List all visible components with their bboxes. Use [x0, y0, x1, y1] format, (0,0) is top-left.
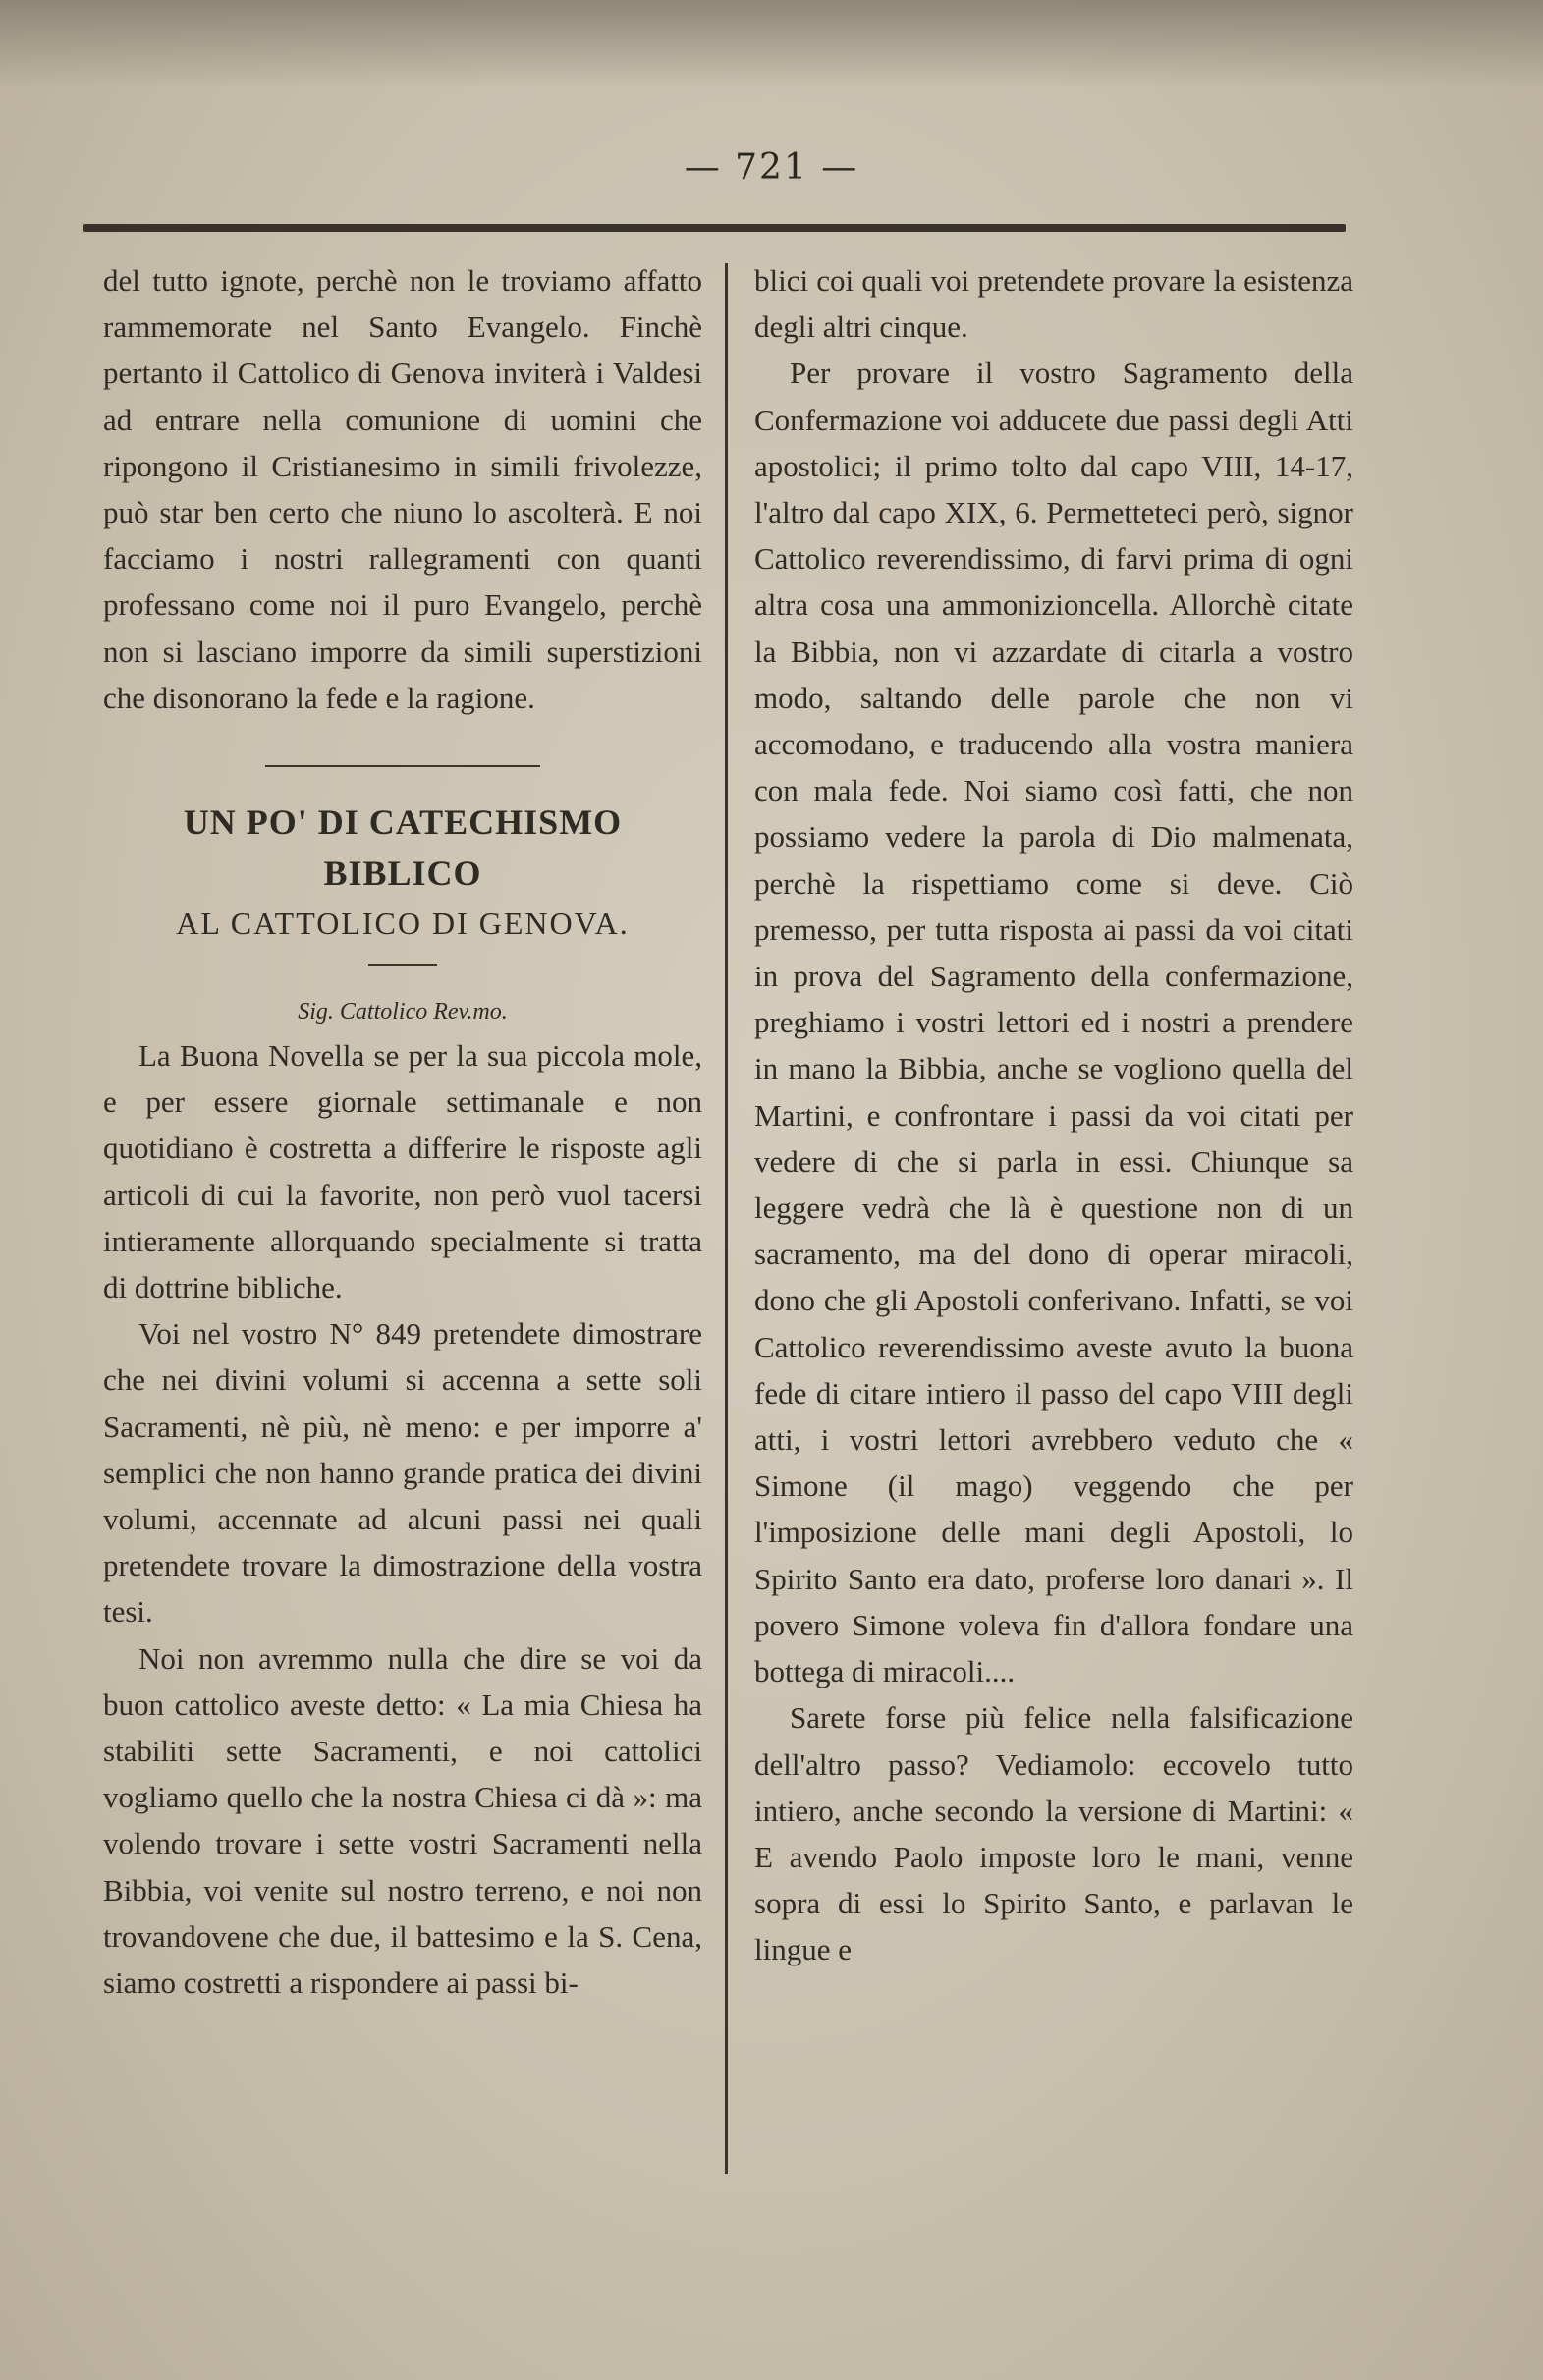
- continuation-text: blici coi quali voi pretendete provare la esistenza degli altri cinque.: [754, 263, 1353, 345]
- paragraph: Noi non avremmo nulla che dire se voi da buon cattolico aveste detto: « La mia Chiesa ha stabiliti sette Sacramenti, e noi cattolici vogliamo quello che la nostra Chiesa ci dà »: ma volendo trovare i sette vostri Sacramenti nella Bibbia, voi venite sul nostro terreno, e noi non trovandovene che due, il battesimo e la S. Cena, siamo costretti a rispondere ai passi bi-: [103, 1640, 702, 2001]
- page-number: — 721 —: [684, 147, 859, 188]
- section-divider: [265, 765, 540, 767]
- left-column: [103, 257, 702, 2006]
- paragraph: Per provare il vostro Sagramento della Confermazione voi adducete due passi degli Atti apostolici; il primo tolto dal capo VIII, 14-17, l'altro dal capo XIX, 6. Permetteteci però, signor Cattolico reverendissimo, di farvi prima di ogni altra cosa una ammonizioncella. Allorchè citate la Bibbia, non vi azzardate di citarla a vostro modo, saltando delle parole che non vi accomodano, e traducendo alla vostra maniera con mala fede. Noi siamo così fatti, che non possiamo vedere la parola di Dio malmenata, perchè la rispettiamo come si deve. Ciò premesso, per tutta risposta ai passi da voi citati in prova del Sagramento della confermazione, preghiamo i vostri lettori ed i nostri a prendere in mano la Bibbia, anche se vogliono quella del Martini, e confrontare i passi da voi citati per vedere di che si parla in essi. Chiunque sa leggere vedrà che là è questione non di un sacramento, ma del dono di operar miracoli, dono che gli Apostoli conferivano. Infatti, se voi Cattolico reverendissimo aveste avuto la buona fede di citare intiero il passo del capo VIII degli atti, i vostri lettori avrebbero veduto che « Simone (il mago) veggendo che per l'imposizione delle mani degli Apostoli, lo Spirito Santo era dato, proferse loro danari ». Il povero Simone voleva fin d'allora fondare una bottega di miracoli....: [754, 356, 1353, 1689]
- page-top-shadow: [0, 0, 1543, 88]
- paragraph: Sarete forse più felice nella falsificazione dell'altro passo? Vediamolo: eccovelo tutto intiero, anche secondo la versione di Martini: « E avendo Paolo imposte loro le mani, venne sopra di essi lo Spirito Santo, e parlavan le lingue e: [754, 1700, 1353, 1967]
- paragraph: La Buona Novella se per la sua piccola mole, e per essere giornale settimanale e non quotidiano è costretta a differire le risposte agli articoli di cui la favorite, non però vuol tacersi intieramente allorquando specialmente si tratta di dottrine bibliche.: [103, 1038, 702, 1305]
- column-divider: [725, 263, 728, 2174]
- title-divider: [368, 964, 437, 966]
- article-title: UN PO' DI CATECHISMO BIBLICO: [183, 803, 623, 894]
- continuation-text: del tutto ignote, perchè non le troviamo affatto rammemorate nel Santo Evangelo. Finchè pertanto il Cattolico di Genova inviterà i Valdesi ad entrare nella comunione di uomini che ripongono il Cristianesimo in simili frivolezze, può star ben certo che niuno lo ascolterà. E noi facciamo i nostri rallegramenti con quanti professano come noi il puro Evangelo, perchè non si lasciano imporre da simili superstizioni che disonorano la fede e la ragione.: [103, 263, 702, 715]
- salutation: Sig. Cattolico Rev.mo.: [298, 999, 508, 1025]
- paragraph: Voi nel vostro N° 849 pretendete dimostrare che nei divini volumi si accenna a sette soli Sacramenti, nè più, nè meno: e per imporre a' semplici che non hanno grande pratica dei divini volumi, accennate ad alcuni passi nei quali pretendete trovare la dimostrazione della vostra tesi.: [103, 1316, 702, 1630]
- right-column: [754, 257, 1353, 1973]
- header-rule: [83, 224, 1346, 232]
- article-subtitle: AL CATTOLICO DI GENOVA.: [176, 906, 630, 942]
